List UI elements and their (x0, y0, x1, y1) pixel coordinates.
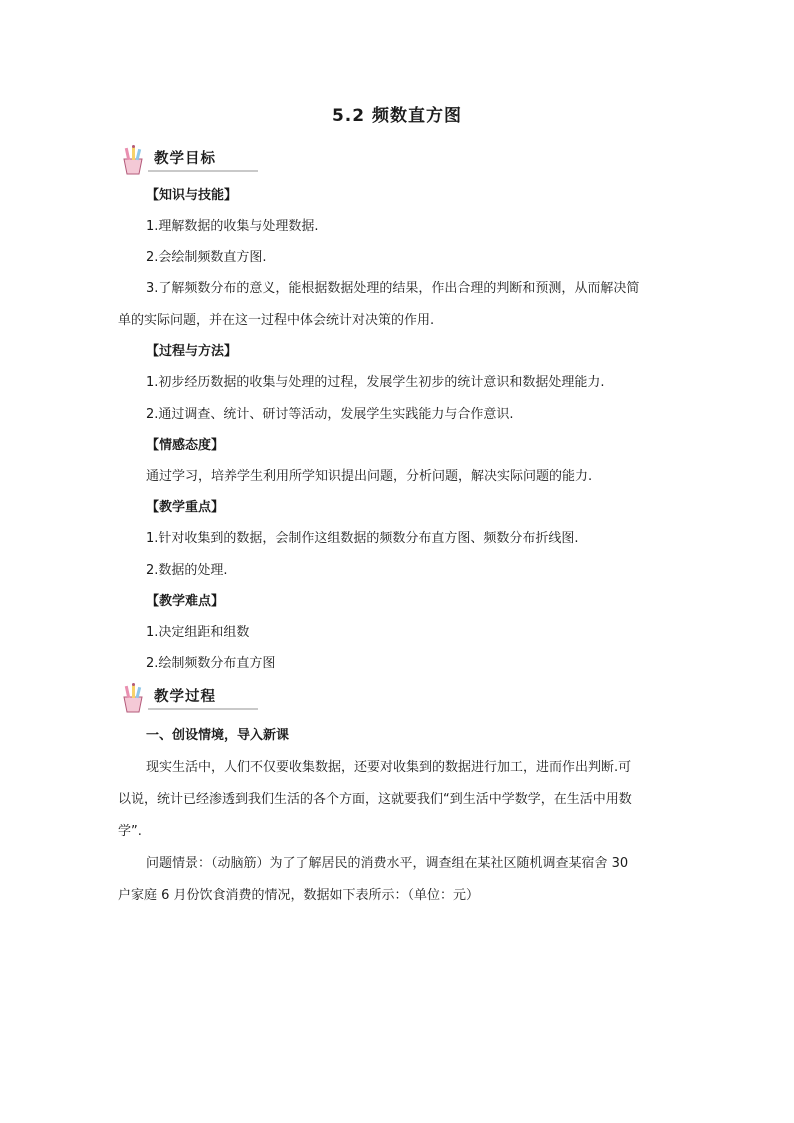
text-line: 1.初步经历数据的收集与处理的过程，发展学生初步的统计意识和数据处理能力. (146, 375, 605, 390)
text-line: 学”. (118, 824, 142, 839)
section-header-process (118, 682, 258, 716)
text-line: 2.通过调查、统计、研讨等活动，发展学生实践能力与合作意识. (146, 407, 514, 422)
heading-step-one: 一、创设情境，导入新课 (146, 728, 290, 743)
heading-attitude: 【情感态度】 (146, 438, 225, 453)
section-header-goals (118, 144, 258, 178)
heading-key-points: 【教学重点】 (146, 500, 225, 515)
text-line: 单的实际问题，并在这一过程中体会统计对决策的作用. (118, 313, 435, 328)
text-line: 现实生活中，人们不仅要收集数据，还要对收集到的数据进行加工，进而作出判断.可 (146, 760, 632, 775)
page-title: 5.2 频数直方图 (331, 106, 463, 126)
text-line: 2.绘制频数分布直方图 (146, 656, 276, 671)
text-line: 户家庭 6 月份饮食消费的情况，数据如下表所示：（单位：元） (118, 888, 480, 903)
heading-method: 【过程与方法】 (146, 344, 238, 359)
text-line: 通过学习，培养学生利用所学知识提出问题，分析问题，解决实际问题的能力. (146, 469, 593, 484)
text-line: 以说，统计已经渗透到我们生活的各个方面，这就要我们“到生活中学数学，在生活中用数 (118, 792, 632, 807)
text-line: 问题情景：（动脑筋）为了了解居民的消费水平，调查组在某社区随机调查某宿舍 30 (146, 856, 629, 871)
heading-knowledge: 【知识与技能】 (146, 188, 238, 203)
text-line: 3.了解频数分布的意义，能根据数据处理的结果，作出合理的判断和预测，从而解决简 (146, 281, 640, 296)
text-line: 1.针对收集到的数据，会制作这组数据的频数分布直方图、频数分布折线图. (146, 531, 579, 546)
text-line: 2.会绘制频数直方图. (146, 250, 267, 265)
section-label-goals: 教学目标 (154, 151, 216, 167)
text-line: 2.数据的处理. (146, 563, 228, 578)
text-line: 1.决定组距和组数 (146, 625, 250, 640)
heading-difficulties: 【教学难点】 (146, 594, 225, 609)
section-label-process: 教学过程 (154, 689, 216, 705)
text-line: 1.理解数据的收集与处理数据. (146, 219, 319, 234)
